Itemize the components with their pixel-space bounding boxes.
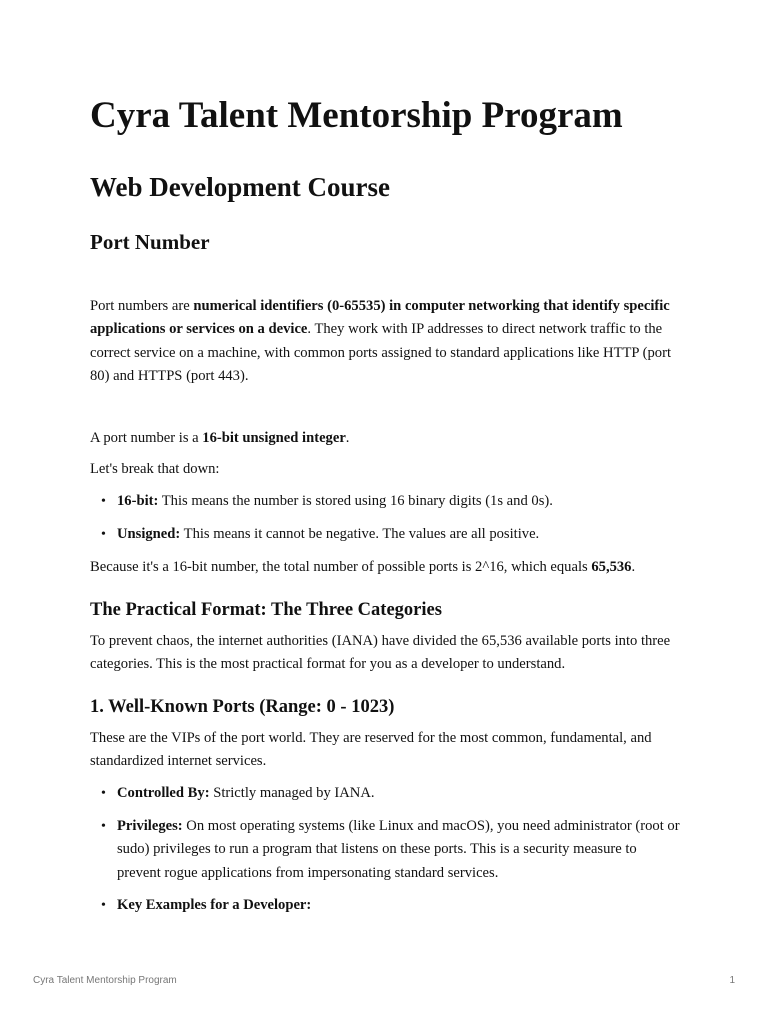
- list-item-text: On most operating systems (like Linux and macOS), you need administrator (root or sudo) privileges to run a program that listens on these ports. This is a security measure to prevent rogue applications from impersonating standard services.: [117, 818, 680, 881]
- bullet-icon: •: [101, 819, 106, 834]
- list-item-label: Unsigned:: [117, 526, 181, 542]
- intro-text-2: . They work with IP addresses to direct network traffic to the correct service on a machine, with common ports assigned to standard applications like HTTP (port 80) and HTTPS (port 443).: [90, 321, 672, 385]
- list-item-text: This means the number is stored using 16 binary digits (1s and 0s).: [158, 493, 553, 509]
- bullet-icon: •: [101, 786, 106, 801]
- breakdown-list-block: [90, 490, 680, 513]
- definition-paragraph: [90, 427, 680, 450]
- course-title: Web Development Course: [90, 172, 390, 202]
- list-item: [101, 894, 680, 917]
- list-item-text: Strictly managed by IANA.: [209, 785, 375, 801]
- list-item: [101, 523, 680, 546]
- well-known-heading: 1. Well-Known Ports (Range: 0 - 1023): [90, 697, 395, 717]
- categories-heading: The Practical Format: The Three Categories: [90, 600, 442, 620]
- total-text-2: .: [631, 559, 636, 575]
- intro-bold: numerical identifiers (0-65535) in computer networking that identify specific applications or services on a device: [90, 298, 670, 338]
- breakdown-list: [90, 523, 680, 546]
- list-item: [101, 490, 680, 513]
- list-item-label: Privileges:: [117, 818, 183, 834]
- bullet-icon: •: [101, 527, 106, 542]
- total-block: [90, 556, 680, 579]
- total-bold: 65,536: [591, 559, 632, 575]
- intro-paragraph: [90, 295, 680, 389]
- footer-title: Cyra Talent Mentorship Program: [33, 975, 177, 986]
- bullet-icon: •: [101, 494, 106, 509]
- breakdown-intro: Let's break that down:: [90, 461, 220, 477]
- list-item-label: 16-bit:: [117, 493, 159, 509]
- topic-heading: Port Number: [90, 230, 210, 254]
- well-known-list-block-2: [90, 815, 680, 885]
- list-item: [101, 782, 680, 805]
- well-known-list: [90, 815, 680, 885]
- intro-text-1: Port numbers are: [90, 298, 194, 314]
- well-known-list: [90, 782, 680, 805]
- breakdown-list: [90, 490, 680, 513]
- definition-text-1: A port number is a: [90, 430, 203, 446]
- breakdown-list-block-2: [90, 523, 680, 546]
- total-paragraph: [90, 556, 680, 579]
- bullet-icon: •: [101, 898, 106, 913]
- well-known-paragraph: These are the VIPs of the port world. They are reserved for the most common, fundamental, and standardized internet services.: [90, 730, 652, 770]
- well-known-heading-block: [90, 694, 680, 720]
- definition-text-2: .: [345, 430, 350, 446]
- definition-block: [90, 427, 680, 450]
- well-known-text-block: [90, 727, 680, 774]
- page-number: 1: [729, 975, 735, 986]
- categories-paragraph: To prevent chaos, the internet authorities (IANA) have divided the 65,536 available ports into three categories. This is the most practical format for you as a developer to understand.: [90, 633, 671, 673]
- list-item-label: Key Examples for a Developer:: [117, 897, 312, 913]
- intro-paragraph-block: [90, 295, 680, 389]
- categories-heading-block: [90, 597, 680, 623]
- breakdown-intro-block: [90, 458, 680, 481]
- list-item-label: Controlled By:: [117, 785, 210, 801]
- categories-text-block: [90, 630, 680, 677]
- total-text-1: Because it's a 16-bit number, the total number of possible ports is 2^16, which equals: [90, 559, 592, 575]
- well-known-list-block: [90, 782, 680, 805]
- list-item-text: This means it cannot be negative. The values are all positive.: [180, 526, 540, 542]
- well-known-list-block-3: [90, 894, 680, 917]
- definition-bold: 16-bit unsigned integer: [202, 430, 346, 446]
- list-item: [101, 815, 680, 885]
- document-title: Cyra Talent Mentorship Program: [90, 95, 623, 136]
- well-known-list: [90, 894, 680, 917]
